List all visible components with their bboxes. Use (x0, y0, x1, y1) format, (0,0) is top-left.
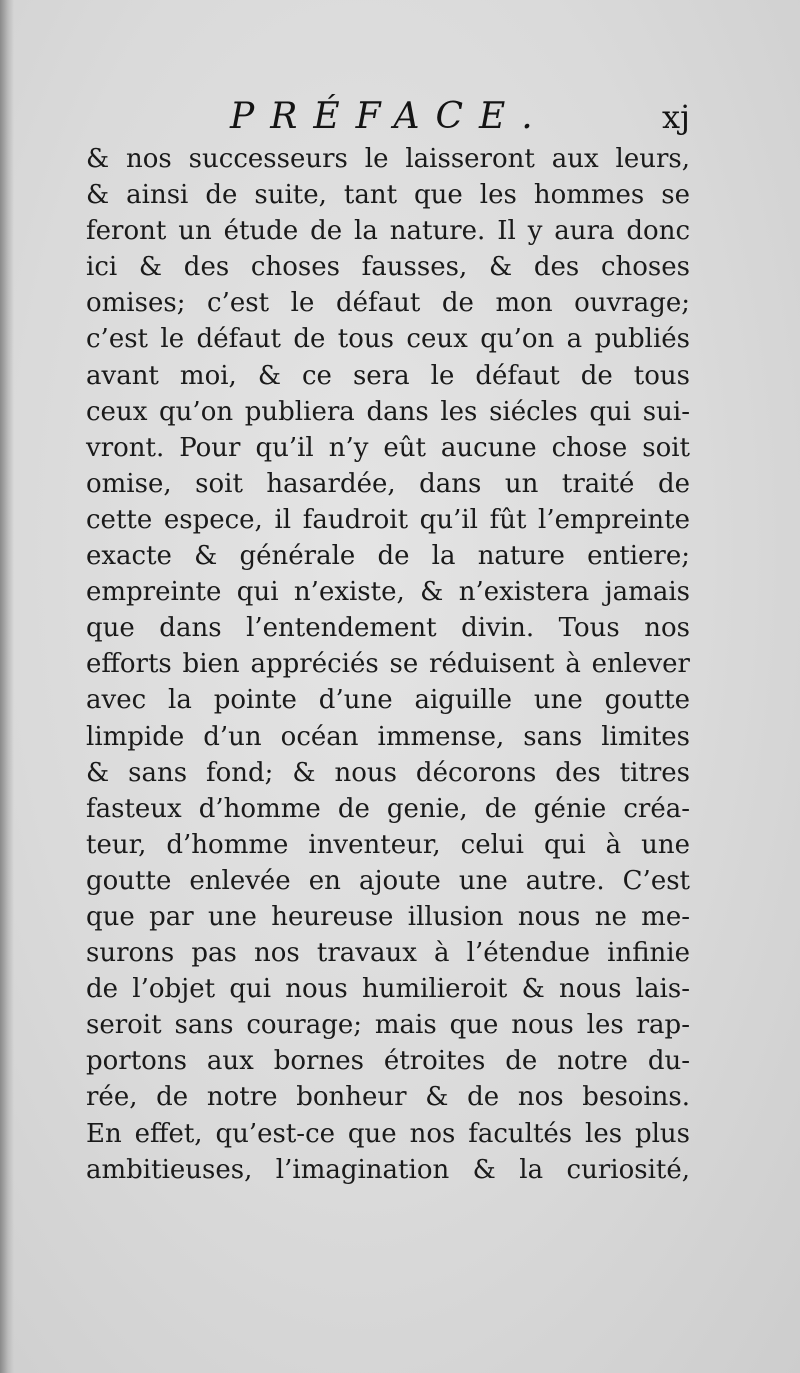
text-line: avant moi, & ce sera le défaut de tous (86, 360, 690, 391)
page-number: xj (662, 98, 690, 136)
text-line: portons aux bornes étroites de notre du- (86, 1046, 690, 1077)
text-line: efforts bien appréciés se réduisent à enlever (86, 649, 690, 680)
text-line: teur, d’homme inventeur, celui qui à une (86, 829, 690, 860)
text-line: surons pas nos travaux à l’étendue infinie (86, 938, 690, 969)
text-line: En effet, qu’est-ce que nos facultés les plus (86, 1118, 690, 1149)
text-line: avec la pointe d’une aiguille une goutte (86, 685, 690, 716)
text-line: goutte enlevée en ajoute une autre. C’est (86, 865, 690, 896)
text-line: omises; c’est le défaut de mon ouvrage; (86, 288, 690, 319)
text-line: ici & des choses fausses, & des choses (86, 252, 690, 283)
page-header (230, 92, 690, 142)
binding-edge (0, 0, 14, 1373)
text-line: que par une heureuse illusion nous ne me- (86, 901, 690, 932)
text-line: que dans l’entendement divin. Tous nos (86, 613, 690, 644)
text-line: ceux qu’on publiera dans les siécles qui sui- (86, 396, 690, 427)
text-line: & nos successeurs le laisseront aux leurs, (86, 144, 690, 174)
running-title: PRÉFACE. (230, 96, 549, 137)
text-line: vront. Pour qu’il n’y eût aucune chose soit (86, 432, 690, 463)
text-line: exacte & générale de la nature entiere; (86, 541, 690, 572)
text-line: limpide d’un océan immense, sans limites (86, 721, 690, 752)
text-line: rée, de notre bonheur & de nos besoins. (86, 1082, 690, 1113)
text-line: de l’objet qui nous humilieroit & nous lais- (86, 974, 690, 1005)
text-line: ambitieuses, l’imagination & la curiosité, (86, 1154, 690, 1185)
text-line: omise, soit hasardée, dans un traité de (86, 468, 690, 499)
text-line: feront un étude de la nature. Il y aura donc (86, 216, 690, 247)
text-line: c’est le défaut de tous ceux qu’on a publiés (86, 324, 690, 355)
text-line: fasteux d’homme de genie, de génie créa- (86, 793, 690, 824)
text-line: seroit sans courage; mais que nous les rap- (86, 1010, 690, 1041)
text-line: cette espece, il faudroit qu’il fût l’empreinte (86, 504, 690, 535)
body-text (86, 141, 690, 1188)
text-line: empreinte qui n’existe, & n’existera jamais (86, 577, 690, 608)
text-line: & sans fond; & nous décorons des titres (86, 757, 690, 788)
text-line: & ainsi de suite, tant que les hommes se (86, 180, 690, 211)
